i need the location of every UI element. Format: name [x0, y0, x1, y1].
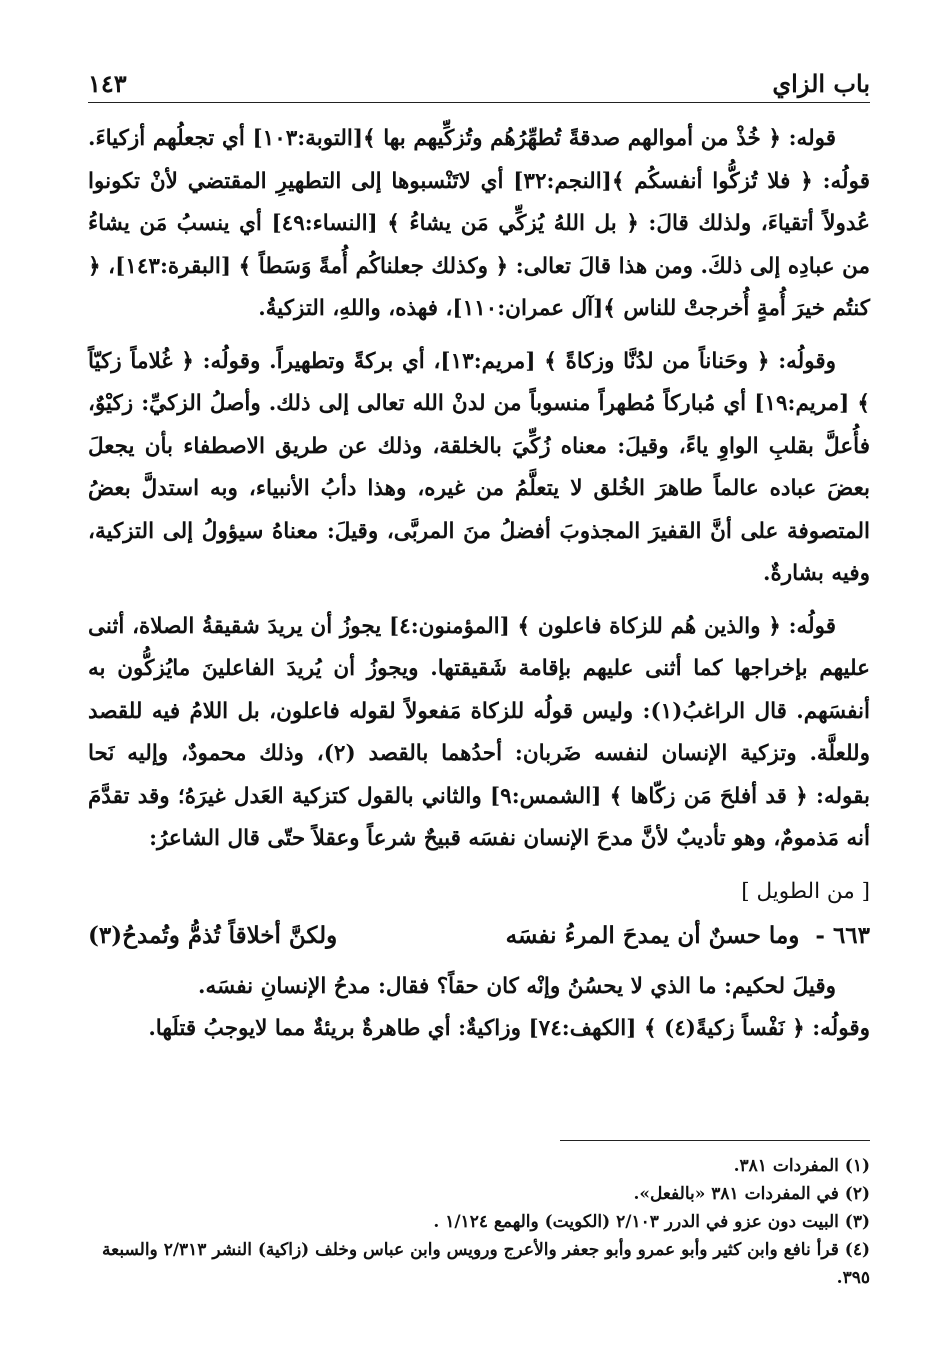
paragraph: وقولُه: ﴿ وحَناناً من لدُنَّا وزكاةً ﴾ [مريم:١٣]، أي بركةً وتطهيراً. وقولُه: ﴿ غُلاماً زكيّاً ﴾ [مريم:١٩] أي مُباركاً مُطهراً منسوباً من لدنْ الله تعالى إلى ذلك. وأصلُ الزكيِّ: زكيْوٌ، فأُعلَّ بقلبِ الواوِ ياءً، وقيلَ: معناه زُكِّيَ بالخلقة، وذلك عن طريق الاصطفاء بأن يجعلَ بعضَ عباده عالماً طاهرَ الخُلق لا يتعلَّمُ من غيره، وهذا دأبُ الأنبياء، وبه استدلَّ بعضُ المتصوفة على أنَّ القفيرَ المجذوبَ أفضلُ منَ المربَّى، وقيلَ: معناهُ سيؤولُ إلى التزكية، وفيه بشارةٌ. [88, 348, 870, 586]
verse-second-hemistich: ولكنَّ أخلاقاً تُذمُّ وتُمدحُ(٣) [88, 922, 338, 949]
footnote: (٢) في المفردات ٣٨١ «بالفعل». [633, 1184, 870, 1204]
footnote-divider [560, 1140, 870, 1141]
verse-first-hemistich: وما حسنٌ أن يمدحَ المرءُ نفسَه [505, 922, 800, 949]
poetry-verse [88, 915, 870, 958]
paragraph: قولُه: ﴿ والذين هُم للزكاة فاعلون ﴾ [المؤمنون:٤] يجوزُ أن يريدَ شقيقةُ الصلاة، أثنى عليهم بإخراجها كما أثنى عليهم بإقامة شَقيقتها. ويجوزُ أن يُريدَ الفاعلينَ مايُزكُّون به أنفسَهم. قال الراغبُ(١): وليس قولُه للزكاة مَفعولاً لقوله فاعلون، بل اللامُ فيه للقصد وللعلَّة. وتزكية الإنسان لنفسه ضَربان: أحدُهما بالقصد (٢)، وذلك محمودٌ، وإليه نَحا بقوله: ﴿ قد أفلحَ مَن زكّاها ﴾ [الشمس:٩] والثاني بالقول كتزكية العَدل غيرَهُ؛ وقد تقدَّمَ أنه مَذمومٌ، وهو تأديبٌ لأنَّ مدحَ الإنسان نفسَه قبيحٌ شرعاً وعقلاً حتّى قال الشاعرُ: [88, 613, 870, 851]
page-number: ١٤٣ [88, 69, 127, 98]
verse-number: ٦٦٣ - [815, 922, 870, 949]
footnote: (٤) قرأ نافع وابن كثير وأبو عمرو وأبو جعفر والأعرج ورويس وابن عباس وخلف (زاكية) النشر ٢/٣١٣ والسبعة ٣٩٥. [102, 1240, 870, 1288]
paragraph: قوله: ﴿ خُذْ من أموالهم صدقةً تُطهِّرُهُم وتُزكِّيهم بها ﴾[التوبة:١٠٣] أي تجعلُهم أزكياءَ. قولُه: ﴿ فلا تُزكُّوا أنفسكُم ﴾[النجم:٣٢] أي لاتَنْسبوها إلى التطهيرِ المقتضي لأنْ تكونوا عُدولاً أتقياءَ، ولذلك قالَ: ﴿ بل اللهُ يُزكِّي مَن يشاءُ ﴾ [النساء:٤٩] أي ينسبُ مَن يشاءُ من عبادِه إلى ذلكَ. ومن هذا قالَ تعالى: ﴿ وكذلك جعلناكُم أُمةً وَسَطاً ﴾ [البقرة:١٤٣]، ﴿ كنتُم خيرَ أُمةٍ أُخرجتْ للناس ﴾[آل عمران:١١٠]، فهذه، واللهِ، التزكيةُ. [88, 126, 871, 321]
footnote: (٣) البيت دون عزو في الدرر ٢/١٠٣ (الكويت) والهمع ١/١٢٤ . [433, 1212, 870, 1232]
closing-line: وقولُه: ﴿ نَفْساً زكيةً(٤) ﴾ [الكهف:٧٤] وزاكيةٌ: أي طاهرةٌ بريئةٌ مما لايوجبُ قتلَها. [148, 1016, 870, 1041]
footnote: (١) المفردات ٣٨١. [733, 1156, 870, 1176]
page-header [88, 58, 870, 103]
main-text [88, 118, 870, 1061]
footnotes [100, 1152, 870, 1292]
closing-line: وقيلَ لحكيم: ما الذي لا يحسُنُ وإنْه كان حقاً؟ فقال: مدحُ الإنسانِ نفسَه. [198, 973, 836, 999]
chapter-title: باب الزاي [772, 69, 870, 98]
poetic-meter-label: [ من الطويل ] [741, 878, 870, 904]
